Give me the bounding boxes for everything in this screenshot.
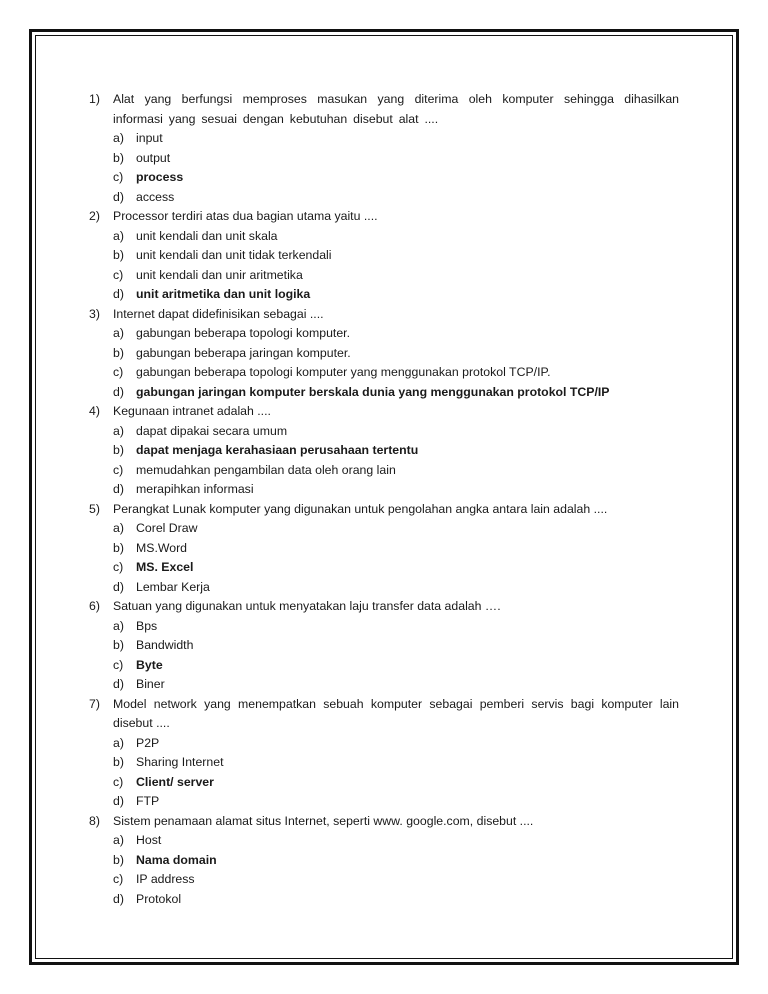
answer-options — [89, 617, 679, 695]
option-letter: a) — [113, 618, 124, 633]
option-text: gabungan beberapa topologi komputer yang menggunakan protokol TCP/IP. — [136, 365, 551, 379]
question-item — [89, 500, 679, 598]
option-letter: c) — [113, 462, 124, 477]
answer-option — [113, 519, 679, 539]
option-letter: b) — [113, 443, 124, 457]
question-text: Kegunaan intranet adalah .... — [113, 404, 271, 418]
answer-option — [113, 188, 679, 208]
option-letter: a) — [113, 423, 124, 438]
answer-option-correct — [113, 773, 679, 793]
answer-option — [113, 675, 679, 695]
option-text: input — [136, 131, 163, 145]
question-item — [89, 812, 679, 910]
answer-option-correct — [113, 383, 679, 403]
option-text: IP address — [136, 872, 195, 886]
option-letter: b) — [113, 755, 124, 769]
option-text: memudahkan pengambilan data oleh orang lain — [136, 462, 396, 477]
option-text: Byte — [136, 657, 163, 672]
option-text: unit kendali dan unir aritmetika — [136, 267, 303, 282]
answer-option — [113, 266, 679, 286]
option-letter: b) — [113, 345, 124, 360]
question-text: Perangkat Lunak komputer yang digunakan untuk pengolahan angka antara lain adalah .... — [113, 501, 608, 516]
answer-option — [113, 129, 679, 149]
answer-options — [89, 129, 679, 207]
option-letter: b) — [113, 852, 124, 867]
option-letter: d) — [113, 189, 124, 204]
answer-option — [113, 344, 679, 364]
question-item — [89, 207, 679, 305]
option-letter: d) — [113, 677, 124, 691]
answer-option-correct — [113, 285, 679, 305]
option-letter: c) — [113, 267, 124, 282]
question-text: Processor terdiri atas dua bagian utama yaitu .... — [113, 209, 378, 223]
answer-options — [89, 227, 679, 305]
option-text: access — [136, 189, 175, 204]
question-text: Model network yang menempatkan sebuah komputer sebagai pemberi servis bagi komputer lain disebut .... — [113, 696, 679, 730]
question-number: 7) — [89, 696, 100, 711]
answer-option — [113, 324, 679, 344]
option-text: MS.Word — [136, 540, 188, 555]
question-item — [89, 695, 679, 812]
option-letter: b) — [113, 248, 124, 262]
option-text: output — [136, 150, 171, 165]
question-text: Satuan yang digunakan untuk menyatakan laju transfer data adalah …. — [113, 599, 501, 613]
option-text: Biner — [136, 677, 165, 691]
answer-option-correct — [113, 851, 679, 871]
option-letter: d) — [113, 384, 124, 399]
question-number: 3) — [89, 306, 100, 321]
answer-option-correct — [113, 656, 679, 676]
question-text: Alat yang berfungsi memproses masukan yang diterima oleh komputer sehingga dihasilkan informasi yang sesuai dengan kebutuhan disebut alat .... — [113, 92, 679, 126]
option-text: unit kendali dan unit tidak terkendali — [136, 248, 332, 262]
answer-options — [89, 519, 679, 597]
option-letter: c) — [113, 560, 124, 574]
option-text: process — [136, 170, 184, 184]
option-text: merapihkan informasi — [136, 482, 254, 496]
answer-option — [113, 578, 679, 598]
option-letter: b) — [113, 150, 124, 165]
answer-option — [113, 617, 679, 637]
answer-options — [89, 734, 679, 812]
option-letter: c) — [113, 872, 124, 886]
answer-option — [113, 870, 679, 890]
option-letter: d) — [113, 579, 124, 594]
option-letter: c) — [113, 774, 124, 789]
question-text: Sistem penamaan alamat situs Internet, seperti www. google.com, disebut .... — [113, 813, 534, 828]
option-text: Protokol — [136, 891, 182, 906]
answer-option — [113, 422, 679, 442]
question-item — [89, 402, 679, 500]
option-text: Lembar Kerja — [136, 579, 210, 594]
option-text: gabungan beberapa jaringan komputer. — [136, 345, 351, 360]
answer-option-correct — [113, 441, 679, 461]
option-letter: c) — [113, 170, 124, 184]
option-text: Bps — [136, 618, 158, 633]
answer-option — [113, 890, 679, 910]
question-text: Internet dapat didefinisikan sebagai .... — [113, 306, 324, 321]
option-text: Corel Draw — [136, 521, 198, 535]
option-letter: d) — [113, 287, 124, 301]
answer-options — [89, 422, 679, 500]
option-text: dapat dipakai secara umum — [136, 423, 288, 438]
answer-option — [113, 227, 679, 247]
question-number: 4) — [89, 404, 100, 418]
option-letter: a) — [113, 521, 124, 535]
answer-option — [113, 734, 679, 754]
option-letter: d) — [113, 794, 124, 808]
option-text: gabungan jaringan komputer berskala dunia yang menggunakan protokol TCP/IP — [136, 384, 610, 399]
option-letter: a) — [113, 326, 124, 340]
option-letter: a) — [113, 833, 124, 847]
option-letter: a) — [113, 735, 124, 750]
option-text: Client/ server — [136, 774, 214, 789]
answer-option — [113, 636, 679, 656]
question-item — [89, 597, 679, 695]
answer-option — [113, 363, 679, 383]
answer-option — [113, 246, 679, 266]
option-letter: d) — [113, 482, 124, 496]
answer-option — [113, 480, 679, 500]
answer-option — [113, 149, 679, 169]
answer-options — [89, 324, 679, 402]
answer-option — [113, 539, 679, 559]
option-text: gabungan beberapa topologi komputer. — [136, 326, 351, 340]
option-text: dapat menjaga kerahasiaan perusahaan tertentu — [136, 443, 419, 457]
option-letter: a) — [113, 131, 124, 145]
question-number: 5) — [89, 501, 100, 516]
answer-option-correct — [113, 168, 679, 188]
option-text: Sharing Internet — [136, 755, 224, 769]
option-text: Host — [136, 833, 162, 847]
question-item — [89, 305, 679, 403]
answer-options — [89, 831, 679, 909]
option-letter: b) — [113, 638, 124, 652]
option-text: Nama domain — [136, 852, 217, 867]
question-number: 1) — [89, 92, 100, 106]
option-letter: c) — [113, 657, 124, 672]
option-text: Bandwidth — [136, 638, 194, 652]
question-number: 6) — [89, 599, 100, 613]
answer-option — [113, 831, 679, 851]
question-number: 8) — [89, 813, 100, 828]
option-letter: d) — [113, 891, 124, 906]
question-list — [89, 90, 679, 909]
answer-option-correct — [113, 558, 679, 578]
question-item — [89, 90, 679, 207]
option-letter: c) — [113, 365, 124, 379]
option-text: FTP — [136, 794, 160, 808]
answer-option — [113, 461, 679, 481]
option-text: unit aritmetika dan unit logika — [136, 287, 311, 301]
option-letter: b) — [113, 540, 124, 555]
option-text: unit kendali dan unit skala — [136, 228, 278, 243]
option-text: MS. Excel — [136, 560, 194, 574]
answer-option — [113, 792, 679, 812]
option-text: P2P — [136, 735, 160, 750]
answer-option — [113, 753, 679, 773]
option-letter: a) — [113, 228, 124, 243]
question-number: 2) — [89, 209, 100, 223]
